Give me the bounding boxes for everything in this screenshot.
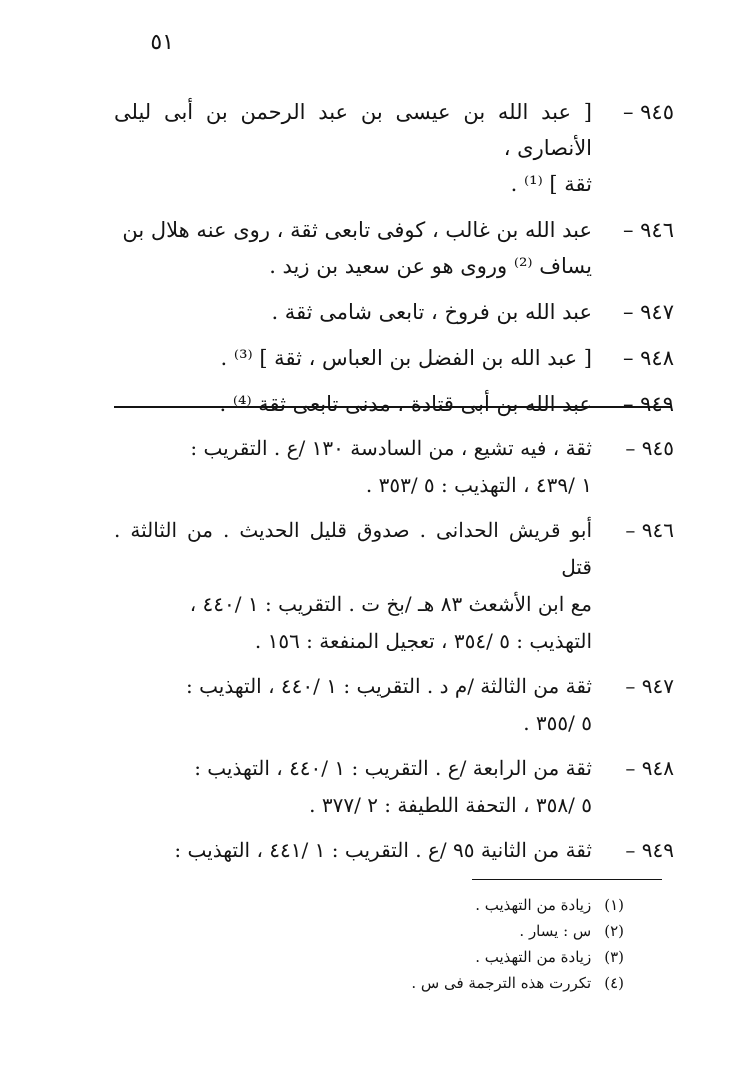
- note-number: ٩٤٨ –: [625, 756, 674, 780]
- entry-text-line: عبد الله بن غالب ، كوفى تابعى ثقة ، روى عنه هلال بن: [122, 218, 592, 242]
- entry-949: [114, 386, 674, 422]
- note-number: ٩٤٧ –: [625, 674, 674, 698]
- entry-946: [114, 212, 674, 284]
- entry-text-line: يساف ⁽²⁾ وروى هو عن سعيد بن زيد .: [269, 254, 592, 278]
- note-number: ٩٤٦ –: [625, 518, 674, 542]
- entry-text-line: [ عبد الله بن عيسى بن عبد الرحمن بن أبى ليلى الأنصارى ،: [114, 100, 592, 160]
- footnote-number: (٣): [604, 948, 624, 966]
- main-entries: [114, 94, 674, 432]
- note-text-line: ٥ /٣٥٨ ، التحفة اللطيفة : ٢ /٣٧٧ .: [309, 793, 592, 817]
- entry-number: ٩٤٥ –: [622, 100, 674, 124]
- footnote-4: [324, 970, 624, 996]
- note-text-line: التهذيب : ٥ /٣٥٤ ، تعجيل المنفعة : ١٥٦ .: [254, 629, 592, 653]
- footnote-text: تكررت هذه الترجمة فى س .: [411, 974, 592, 992]
- entry-948: [114, 340, 674, 376]
- note-text-line: ثقة من الثالثة /م د . التقريب : ١ /٤٤٠ ، التهذيب :: [186, 674, 592, 698]
- footnote-3: [324, 944, 624, 970]
- note-text-line: ٥ /٣٥٥ .: [523, 711, 592, 735]
- note-946: [114, 512, 674, 660]
- note-949: [114, 832, 674, 869]
- note-948: [114, 750, 674, 824]
- note-number: ٩٤٩ –: [625, 838, 674, 862]
- note-text-line: مع ابن الأشعث ٨٣ هـ /بخ ت . التقريب : ١ /٤٤٠ ،: [189, 592, 592, 616]
- entry-945: [114, 94, 674, 202]
- annotation-notes: [114, 430, 674, 877]
- note-text-line: ثقة من الرابعة /ع . التقريب : ١ /٤٤٠ ، التهذيب :: [194, 756, 592, 780]
- note-text-line: ثقة من الثانية ٩٥ /ع . التقريب : ١ /٤٤١ ، التهذيب :: [174, 838, 592, 862]
- footnote-1: [324, 892, 624, 918]
- entry-text-line: [ عبد الله بن الفضل بن العباس ، ثقة ] ⁽³⁾ .: [220, 346, 592, 370]
- section-divider: [114, 406, 672, 408]
- footnote-text: س : يسار .: [519, 922, 592, 940]
- page-number: ٥١: [150, 30, 174, 55]
- footnote-number: (٤): [604, 974, 624, 992]
- entry-text-line: عبد الله بن فروخ ، تابعى شامى ثقة .: [271, 300, 592, 324]
- note-number: ٩٤٥ –: [625, 436, 674, 460]
- footnote-number: (١): [604, 896, 624, 914]
- note-text-line: أبو قريش الحدانى . صدوق قليل الحديث . من الثالثة . قتل: [114, 518, 592, 579]
- entry-number: ٩٤٧ –: [622, 300, 674, 324]
- note-945: [114, 430, 674, 504]
- footnote-2: [324, 918, 624, 944]
- footnotes: [324, 892, 624, 996]
- entry-text-line: عبد الله بن أبى قتادة ، مدنى تابعى ثقة ⁽⁴⁾ .: [219, 392, 592, 416]
- entry-number: ٩٤٩ –: [622, 392, 674, 416]
- footnote-number: (٢): [604, 922, 624, 940]
- entry-text-line: ثقة ] ⁽¹⁾ .: [510, 172, 592, 196]
- entry-number: ٩٤٨ –: [622, 346, 674, 370]
- footnote-text: زيادة من التهذيب .: [475, 948, 592, 966]
- footnote-text: زيادة من التهذيب .: [475, 896, 592, 914]
- note-text-line: ١ /٤٣٩ ، التهذيب : ٥ /٣٥٣ .: [365, 473, 592, 497]
- footnote-divider: [472, 879, 662, 880]
- entry-number: ٩٤٦ –: [622, 218, 674, 242]
- note-text-line: ثقة ، فيه تشيع ، من السادسة ١٣٠ /ع . التقريب :: [190, 436, 592, 460]
- note-947: [114, 668, 674, 742]
- entry-947: [114, 294, 674, 330]
